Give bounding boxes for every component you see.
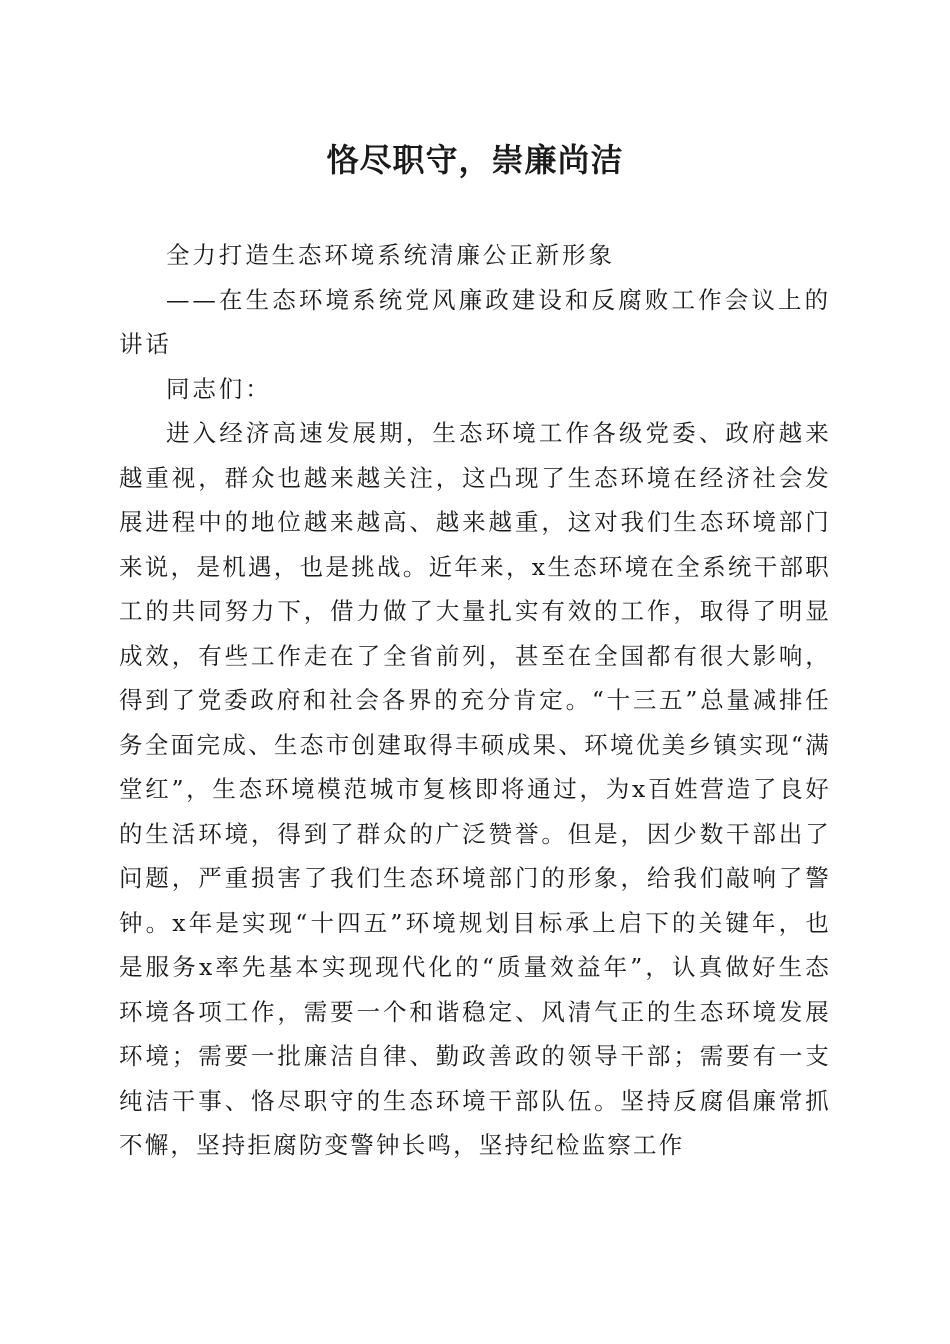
document-body — [119, 233, 831, 1168]
speech-occasion: ——在生态环境系统党风廉政建设和反腐败工作会议上的讲话 — [119, 285, 831, 358]
document-title: 恪尽职守，崇廉尚洁 — [326, 141, 624, 179]
speech-subtitle: 全力打造生态环境系统清廉公正新形象 — [166, 241, 615, 269]
body-paragraph: 进入经济高速发展期，生态环境工作各级党委、政府越来越重视，群众也越来越关注，这凸现了生态环境在经济社会发展进程中的地位越来越高、越来越重，这对我们生态环境部门来说，是机遇，也是挑战。近年来，x生态环境在全系统干部职工的共同努力下，借力做了大量扎实有效的工作，取得了明显成效，有些工作走在了全省前列，甚至在全国都有很大影响，得到了党委政府和社会各界的充分肯定。“十三五”总量减排任务全面完成、生态市创建取得丰硕成果、环境优美乡镇实现“满堂红”，生态环境模范城市复核即将通过，为x百姓营造了良好的生活环境，得到了群众的广泛赞誉。但是，因少数干部出了问题，严重损害了我们生态环境部门的形象，给我们敲响了警钟。x年是实现“十四五”环境规划目标承上启下的关键年，也是服务x率先基本实现现代化的“质量效益年”，认真做好生态环境各项工作，需要一个和谐稳定、风清气正的生态环境发展环境；需要一批廉洁自律、勤政善政的领导干部；需要有一支纯洁干事、恪尽职守的生态环境干部队伍。坚持反腐倡廉常抓不懈，坚持拒腐防变警钟长鸣，坚持纪检监察工作 — [119, 419, 831, 1159]
salutation: 同志们： — [166, 374, 272, 403]
